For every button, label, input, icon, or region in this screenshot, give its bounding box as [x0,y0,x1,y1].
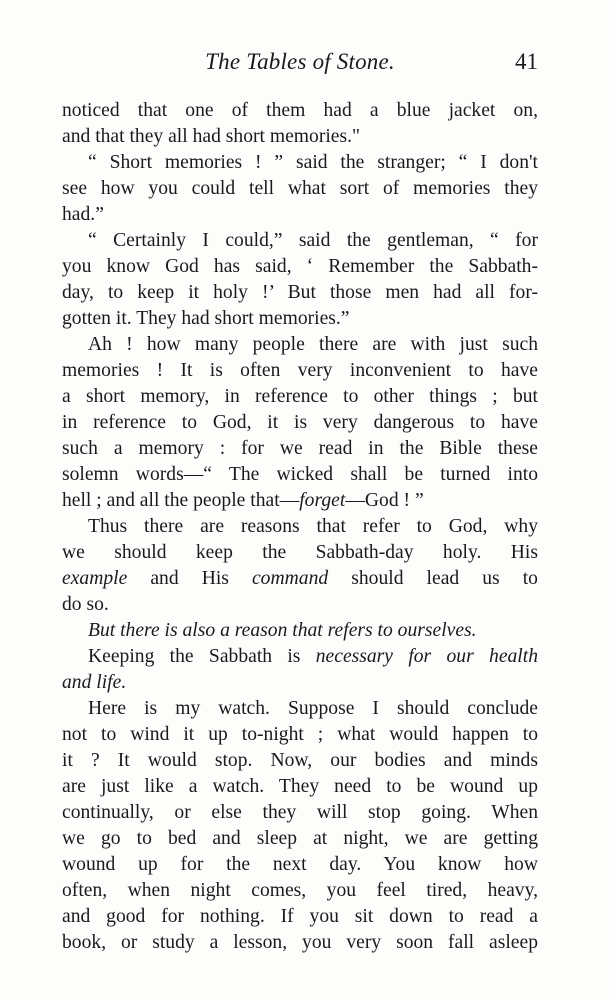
text-segment: in reference to God, it is very dangerous to have [62,412,538,433]
text-segment: not to wind it up to-night ; what would happen to [62,724,538,745]
text-line [62,748,538,774]
text-line [62,696,538,722]
running-title: The Tables of Stone. [205,49,395,74]
text-line [62,878,538,904]
text-line [62,618,538,644]
text-line [62,566,538,592]
text-segment: and His [127,568,252,589]
italic-text: example [62,568,128,589]
text-segment: and that they all had short memories." [62,126,361,147]
italic-text: But there is also a reason that refers to ourselves. [88,620,477,641]
text-segment: gotten it. They had short memories.” [62,308,350,329]
text-line [62,722,538,748]
text-line [62,410,538,436]
text-segment: book, or study a lesson, you very soon fall asleep [62,932,538,953]
page-number: 41 [515,49,538,74]
text-line [62,150,538,176]
text-segment: should lead us to [328,568,538,589]
text-segment: are just like a watch. They need to be wound up [62,776,538,797]
text-line [62,384,538,410]
text-line [62,228,538,254]
text-segment: we should keep the Sabbath-day holy. His [62,542,538,563]
text-line [62,514,538,540]
text-line [62,332,538,358]
body-text [62,98,538,956]
text-line [62,644,538,670]
text-line [62,124,538,150]
text-line [62,280,538,306]
text-segment: do so. [62,594,109,615]
text-line [62,254,538,280]
text-line [62,306,538,332]
italic-text: forget [299,490,346,511]
text-line [62,670,538,696]
text-line [62,800,538,826]
text-segment: we go to bed and sleep at night, we are getting [62,828,538,849]
text-segment: noticed that one of them had a blue jacket on, [62,100,538,121]
text-segment: Here is my watch. Suppose I should conclude [88,698,538,719]
text-segment: it ? It would stop. Now, our bodies and minds [62,750,538,771]
text-segment: had.” [62,204,104,225]
text-segment: and good for nothing. If you sit down to read a [62,906,538,927]
text-segment: you know God has said, ‘ Remember the Sabbath- [62,256,538,277]
text-segment: see how you could tell what sort of memories they [62,178,538,199]
text-line [62,540,538,566]
text-segment: hell ; and all the people that— [62,490,300,511]
text-line [62,462,538,488]
text-line [62,98,538,124]
italic-text: necessary for our health [315,646,538,667]
text-segment: a short memory, in reference to other things ; but [62,386,538,407]
text-line [62,774,538,800]
text-segment: solemn words—“ The wicked shall be turned into [62,464,538,485]
text-line [62,592,538,618]
running-head [62,46,538,78]
text-line [62,436,538,462]
text-segment: day, to keep it holy !’ But those men had all for- [62,282,538,303]
italic-text: command [251,568,329,589]
text-line [62,176,538,202]
text-segment: wound up for the next day. You know how [62,854,538,875]
text-line [62,488,538,514]
text-line [62,358,538,384]
text-line [62,930,538,956]
text-line [62,826,538,852]
text-segment: Thus there are reasons that refer to God, why [88,516,538,537]
text-segment: continually, or else they will stop going. When [62,802,538,823]
text-segment: such a memory : for we read in the Bible these [62,438,538,459]
text-line [62,852,538,878]
text-segment: “ Certainly I could,” said the gentleman, “ for [88,230,538,251]
text-segment: often, when night comes, you feel tired, heavy, [62,880,538,901]
text-segment: “ Short memories ! ” said the stranger; “ I don't [88,152,538,173]
text-segment: Keeping the Sabbath is [88,646,316,667]
text-segment: Ah ! how many people there are with just such [88,334,538,355]
text-segment: memories ! It is often very inconvenient to have [62,360,538,381]
text-line [62,904,538,930]
text-line [62,202,538,228]
italic-text: and life. [62,672,127,693]
text-segment: —God ! ” [345,490,424,511]
